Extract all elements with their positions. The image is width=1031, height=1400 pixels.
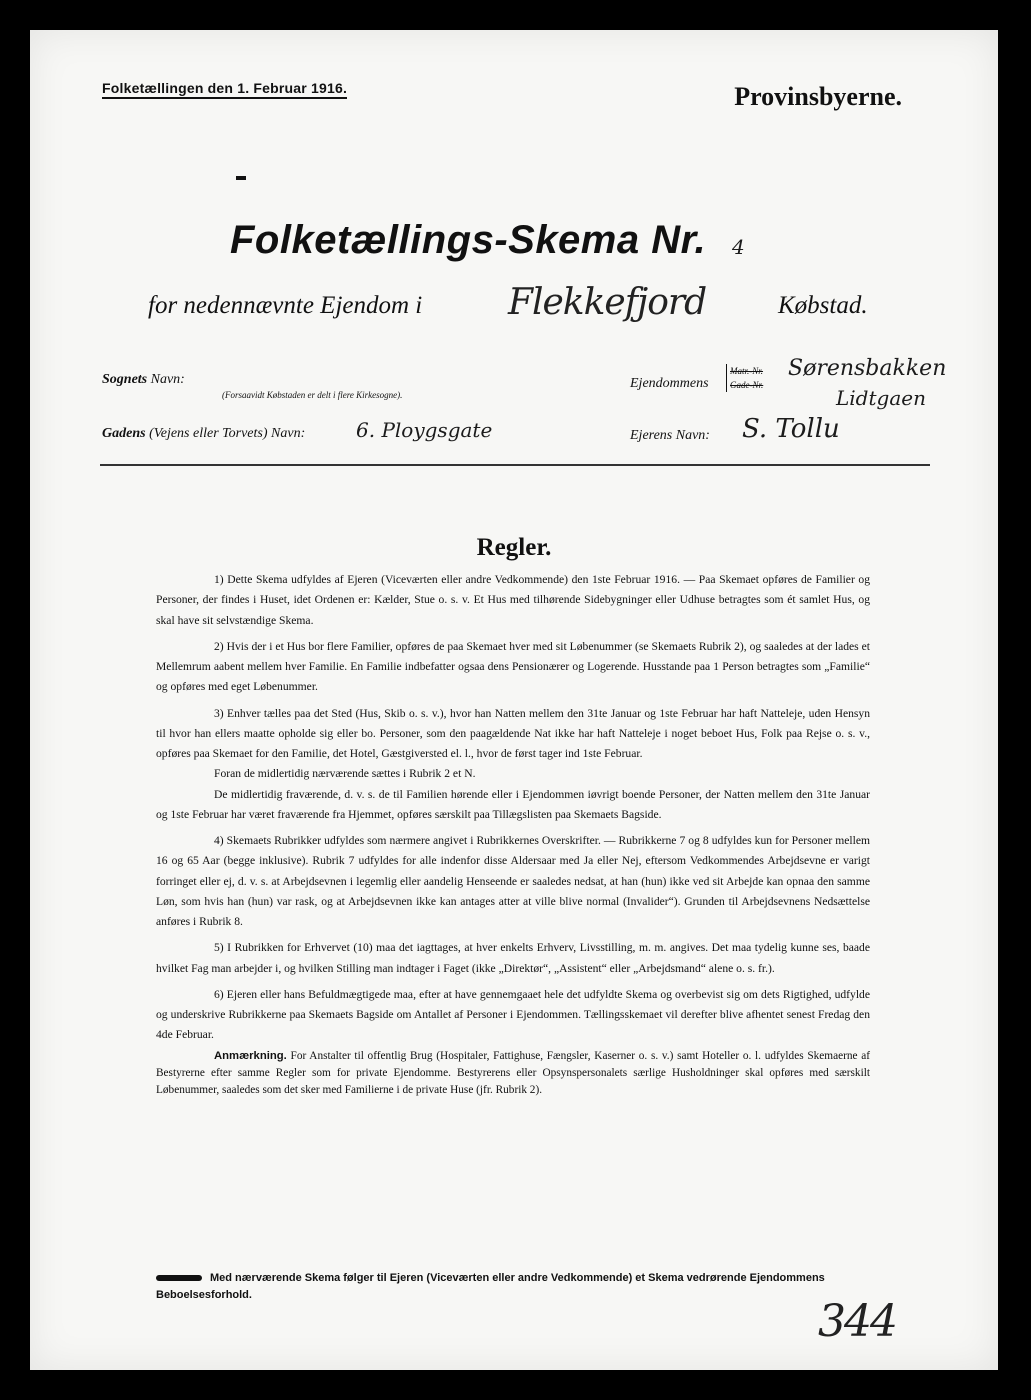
ejendommens-value-2: Lidtgaen (836, 386, 926, 410)
ejendommens-label: Ejendommens (630, 376, 709, 391)
rule-paragraph-2: 2) Hvis der i et Hus bor flere Familier, opføres de paa Skemaet hver med sit Løbenummer (se Skemaets Rubrik 2), og saaledes at der lades et Mellemrum aabent mellem hver Familie. En Familie indbefatter ogsaa dens Pensionærer og Logerende. Husstande paa 1 Person betragtes som „Familie“ og opføres med eget Løbenummer. (156, 639, 870, 694)
ejerens-value: S. Tollu (742, 414, 840, 444)
ink-mark (236, 176, 246, 180)
anmaerkning (156, 1048, 870, 1099)
matr-label: Matr.-Nr. (730, 366, 764, 376)
form-number: 4 (732, 235, 745, 259)
rule-paragraph-3b: Foran de midlertidig nærværende sættes i Rubrik 2 et N. (214, 767, 476, 781)
page-number: 344 (818, 1296, 896, 1347)
rules-body (156, 570, 870, 1099)
footer-text: Med nærværende Skema følger til Ejeren (Viceværten eller andre Vedkommende) et Skema vedrørende Ejendommens Beboelsesforhold. (156, 1272, 825, 1301)
gadens-value: 6. Ploygsgate (356, 418, 493, 442)
rule-paragraph-3c: De midlertidig fraværende, d. v. s. de til Familien hørende eller i Ejendommen iøvrigt boende Personer, der Natten mellem den 31te Januar og 1ste Februar har været fraværende fra Hjemmet, opføres særskilt paa Tillægslisten paa Skemaets Bagside. (156, 787, 870, 821)
subtitle-suffix: Købstad. (778, 292, 868, 319)
rule-paragraph-3: 3) Enhver tælles paa det Sted (Hus, Skib o. s. v.), hvor han Natten mellem den 31te Januar og 1ste Februar har haft Natteleje, uden Hensyn til hvor han ellers maatte opholde sig eller bo. Personer, som den paagældende Nat ikke har haft Natteleje i noget beboet Hus, Folk paa Rejse o. s. v., opføres paa Skemaet for den Familie, det Hotel, Gæstgiversted el. l., hvor de først tager ind 1ste Februar. (156, 706, 870, 760)
rules-heading: Regler. (476, 534, 552, 561)
anmaerkning-label: Anmærkning. (214, 1049, 287, 1062)
gadens-label-text: (Vejens eller Torvets) Navn: (149, 426, 306, 441)
census-form-page (30, 30, 998, 1370)
sognets-label-text: Navn: (150, 372, 185, 387)
divider-rule (100, 464, 930, 466)
header-date: Folketællingen den 1. Februar 1916. (102, 80, 347, 99)
matr-gade-labels (726, 364, 763, 392)
ejerens-label: Ejerens Navn: (630, 428, 710, 443)
form-title: Folketællings-Skema Nr. (230, 218, 707, 262)
footer-note (156, 1270, 856, 1304)
rule-paragraph-5: 5) I Rubrikken for Erhvervet (10) maa det iagttages, at hver enkelts Erhverv, Livsstilling, m. m. angives. Det maa tydelig kunne ses, baade hvilket Fag man arbejder i, og hvilken Stilling man indtager i Faget (ikke „Direktør“, „Assistent“ eller „Arbejdsmand“ alene o. s. fr.). (156, 941, 870, 975)
gade-label: Gade-Nr. (730, 380, 764, 390)
gadens-label-bold: Gadens (102, 426, 146, 441)
subtitle-prefix: for nedennævnte Ejendom i (148, 292, 423, 319)
rule-paragraph-6: 6) Ejeren eller hans Befuldmægtigede maa, efter at have gennemgaaet hele det udfyldte Skema og overbevist sig om dets Rigtighed, udfylde og underskrive Rubrikkerne paa Skemaets Bagside om Antallet af Personer i Ejendommen. Tællingsskemaet vil derefter blive afhentet senest Fredag den 4de Februar. (156, 987, 870, 1042)
sognets-label (102, 372, 185, 388)
ejendommens-value-1: Sørensbakken (788, 356, 947, 381)
town-handwritten: Flekkefjord (508, 282, 707, 323)
anmaerkning-text: For Anstalter til offentlig Brug (Hospitaler, Fattighuse, Fængsler, Kaserner o. s. v.) samt Hoteller o. l. udfyldes Skemaerne af Bestyrerne efter samme Regler som for private Ejendomme. Bestyrerens eller Opsynspersonalets særlige Husholdninger skal opføres med særskilt Løbenummer, saaledes som det sker med Familierne i de private Huse (jfr. Rubrik 2). (156, 1049, 871, 1096)
pointing-hand-icon (156, 1275, 202, 1281)
gadens-label (102, 426, 305, 442)
rule-paragraph-1: 1) Dette Skema udfyldes af Ejeren (Viceværten eller andre Vedkommende) den 1ste Februar 1916. — Paa Skemaet opføres de Familier og Personer, der findes i Huset, idet Ordenen er: Kælder, Stue o. s. v. Et Hus med tilhørende Sidebygninger eller Udhuse betragtes som ét samlet Hus, og skal have sit selvstændige Skema. (156, 573, 870, 627)
rule-paragraph-4: 4) Skemaets Rubrikker udfyldes som nærmere angivet i Rubrikkernes Overskrifter. — Rubrikkerne 7 og 8 udfyldes kun for Personer mellem 16 og 65 Aar (begge inklusive). Rubrik 7 udfyldes for alle indenfor disse Aldersaar med Ja eller Nej, eftersom Vedkommendes Arbejdsevne er varigt forringet eller ej, d. v. s. at Arbejdsevnen i legemlig eller aandelig Henseende er saaledes nedsat, at han (hun) ikke ved sit Arbejde kan opnaa den samme Løn, som hvis han (hun) var rask, og at Arbejdsevnen ikke kan antages atter at ville blive normal (Invalider“). Grunden til Arbejdsevnens Nedsættelse anføres i Rubrik 8. (156, 834, 870, 928)
sognets-label-bold: Sognets (102, 372, 148, 387)
sognets-note: (Forsaavidt Købstaden er delt i flere Kirkesogne). (222, 390, 403, 400)
header-region: Provinsbyerne. (734, 82, 902, 111)
